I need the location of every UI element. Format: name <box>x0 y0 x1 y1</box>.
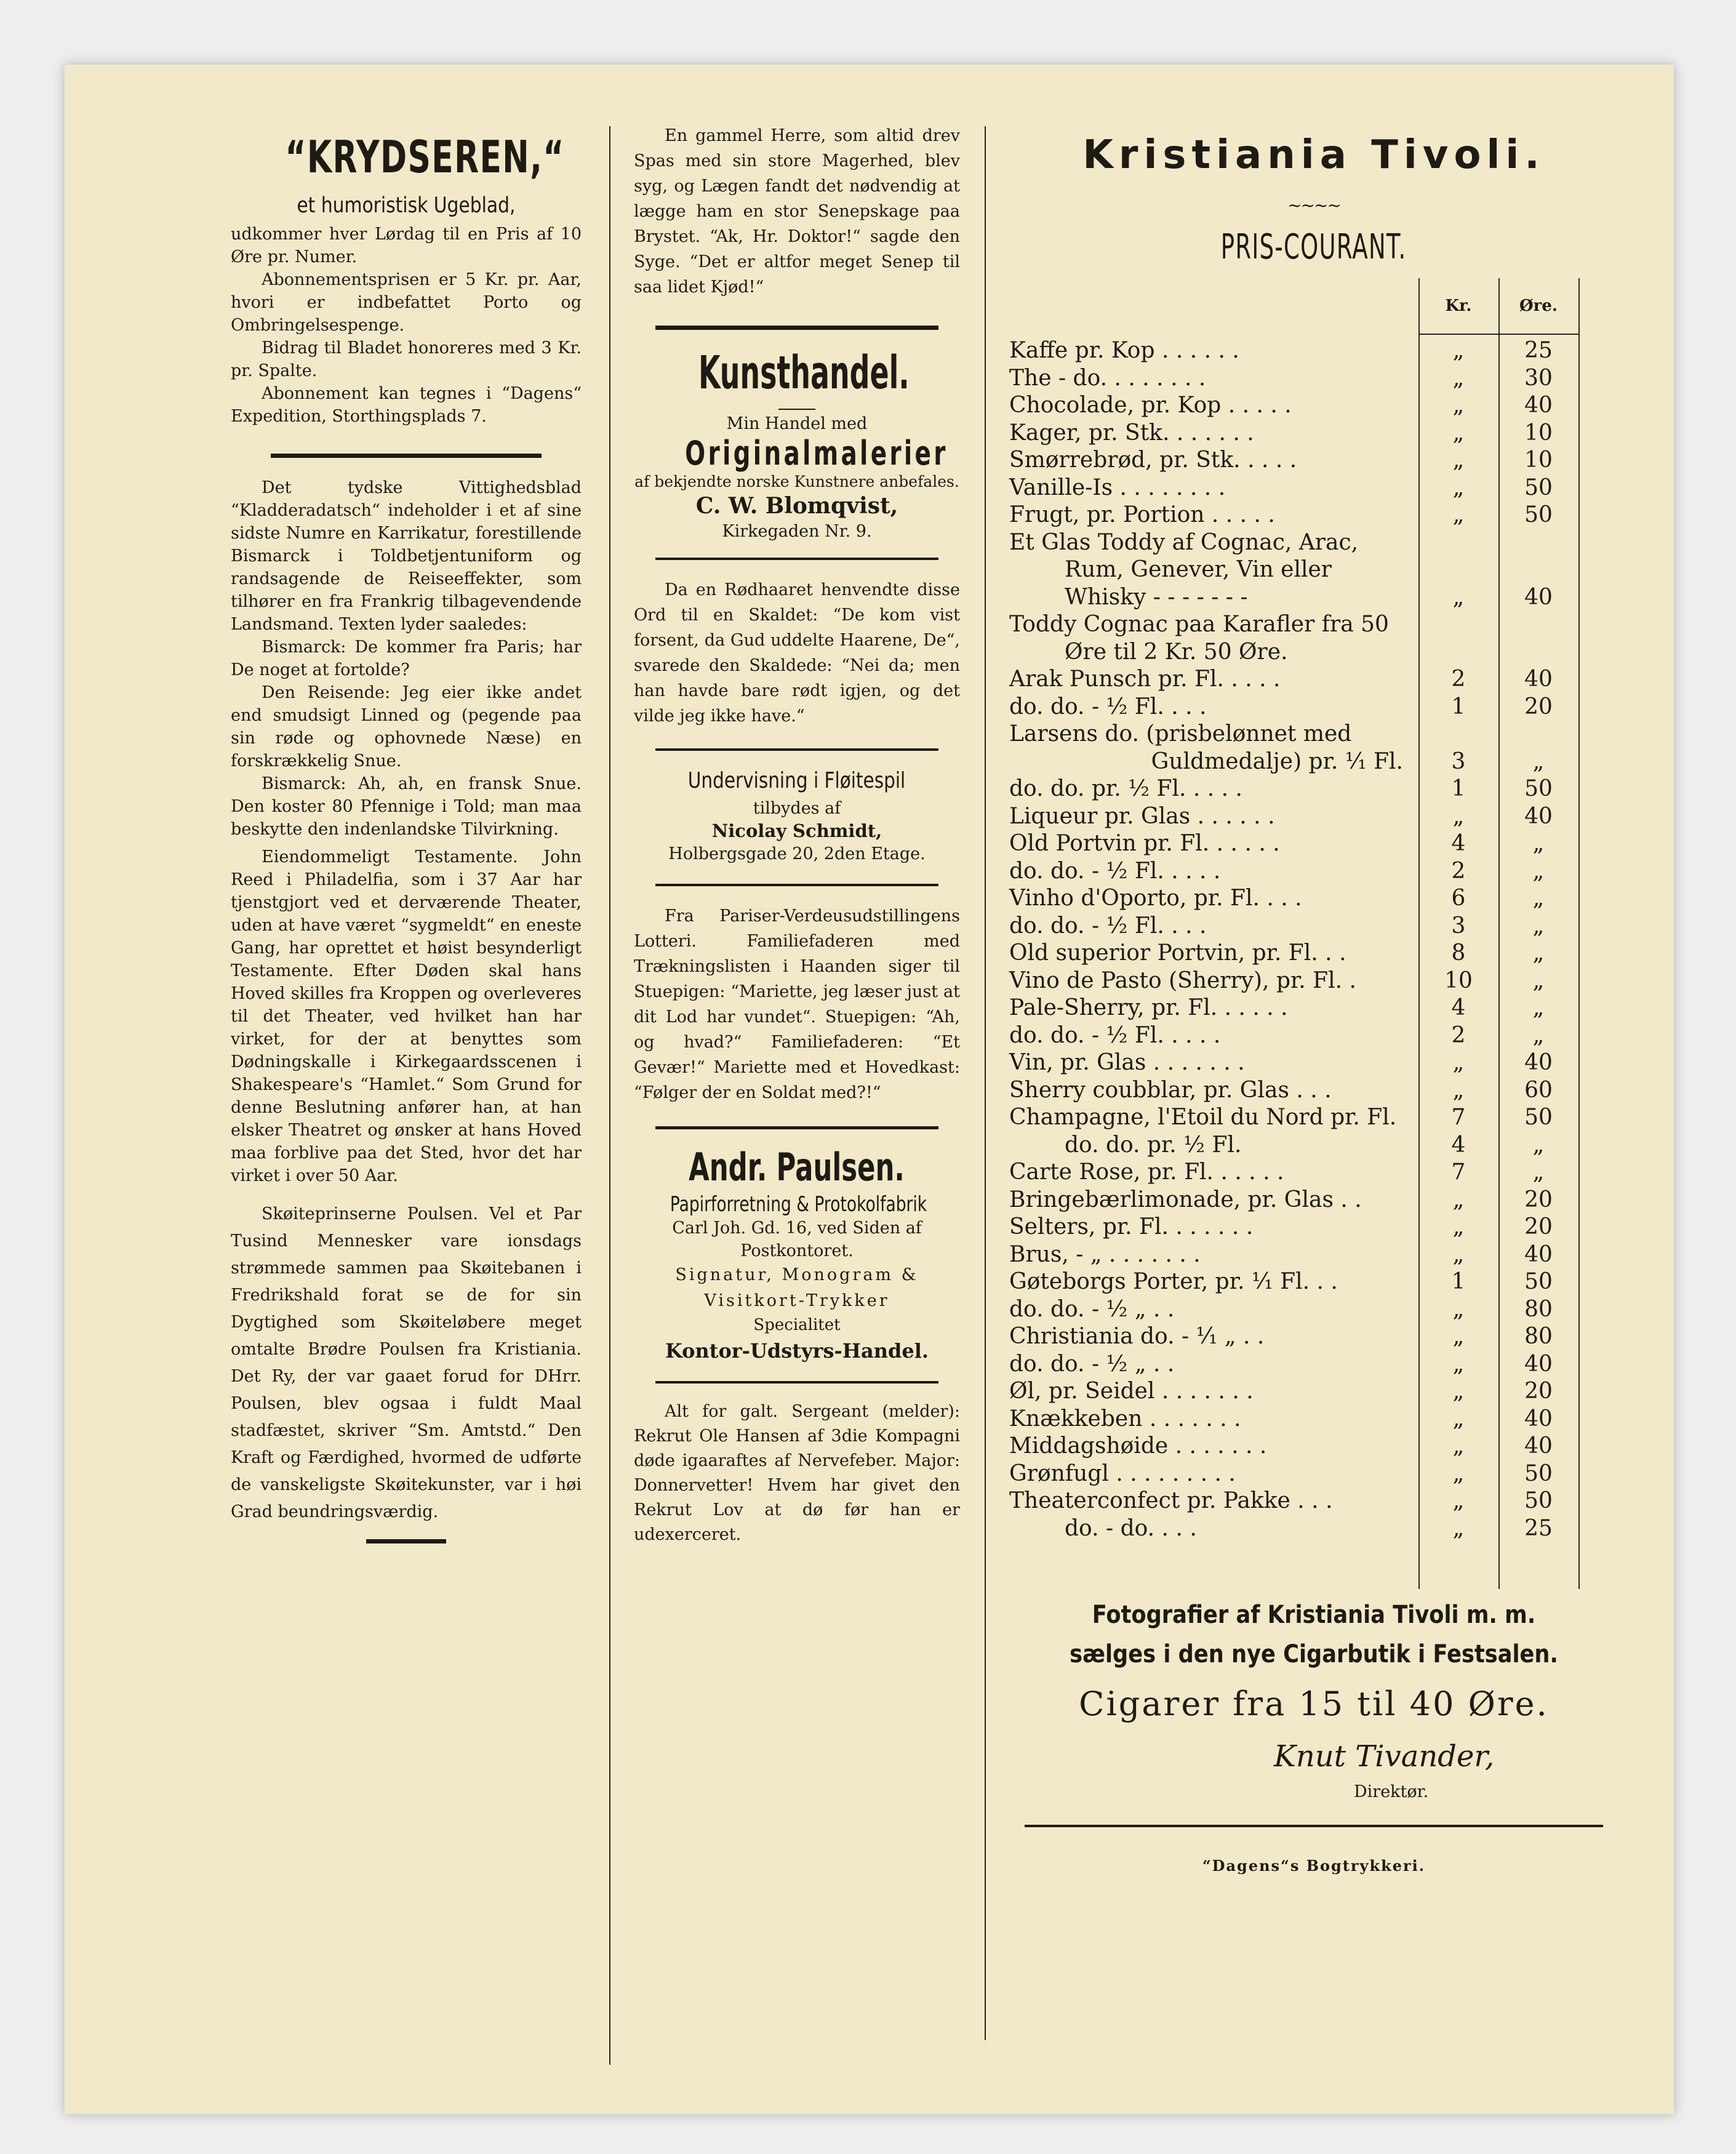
lotteri-text: Fra Pariser-Verdeusudstillingens Lotteri. Familiefaderen med Trækningslisten i Haanden siger til Stuepigen: “Mariette, jeg læser just at dit Lod har vundet“. Stuepigen: “Ah, og hvad?“ Familiefaderen: “Et Gevær!“ Mariette med et Hovedkast: “Følger der en Soldat med?!“ <box>634 907 960 1102</box>
skoiteprinserne: Skøiteprinserne Poulsen. Vel et Par Tusind Mennesker vare ionsdags strømmede sammen paa Skøitebanen i Fredrikshald forat se de for sin Dygtighed som Skøiteløbere meget omtalte Brødre Poulsen fra Kristiania. Det Ry, der var gaaet forud for DHrr. Poulsen, blev ogsaa i fuldt Maal stadfæstet, skriver “Sm. Amtstd.“ Den Kraft og Færdighed, hvormed de udførte de vanskeligste Skøitekunster, var i høi Grad beundringsværdig. <box>231 1204 582 1521</box>
price-item-name: do. do. - ½ Fl. . . . . <box>1009 858 1221 884</box>
price-ore: 40 <box>1524 803 1553 829</box>
price-ore: „ <box>1532 886 1545 911</box>
price-kr: 2 <box>1451 667 1466 692</box>
price-ore: „ <box>1532 1159 1545 1185</box>
price-item-name: Knækkeben . . . . . . . <box>1009 1406 1241 1431</box>
price-item-name: The - do. . . . . . . . <box>1009 365 1206 391</box>
price-kr: 1 <box>1451 694 1466 719</box>
price-ore: 50 <box>1524 474 1553 500</box>
price-kr: „ <box>1452 1050 1465 1075</box>
price-row <box>1009 365 1582 392</box>
blomqvist-name: C. W. Blomqvist, <box>695 493 898 519</box>
price-kr: „ <box>1452 393 1465 418</box>
price-item-name: do. do. - ½ „ . . <box>1009 1351 1175 1377</box>
price-item-name: do. do. - ½ „ . . <box>1009 1296 1175 1322</box>
price-ore: 20 <box>1524 1214 1553 1239</box>
price-row <box>1009 1104 1582 1131</box>
fotografier-text: Fotografier af Kristiania Tivoli m. m. sælges i den nye Cigarbutik i Festsalen. <box>1070 1601 1558 1668</box>
cigarer-text: Cigarer fra 15 til 40 Øre. <box>1079 1684 1549 1723</box>
price-item-name: Vinho d'Oporto, pr. Fl. . . . <box>1009 886 1302 911</box>
originalmalerier-heading: Originalmalerier <box>685 435 948 472</box>
price-row <box>1009 1187 1582 1214</box>
column-rule <box>655 1381 938 1383</box>
price-kr: 7 <box>1451 1159 1466 1185</box>
price-item-name: Gøteborgs Porter, pr. ⅟₁ Fl. . . <box>1009 1269 1338 1294</box>
price-row <box>1009 1159 1582 1186</box>
price-row <box>1009 1268 1582 1295</box>
paulsen-signatur: Signatur, Monogram & Visitkort-Trykker <box>675 1265 919 1310</box>
blomqvist-address: Kirkegaden Nr. 9. <box>722 522 872 541</box>
price-item-name: Larsens do. (prisbelønnet med <box>1009 721 1352 747</box>
tivoli-title: Kristiania Tivoli. <box>1082 132 1545 178</box>
column-rule <box>655 326 938 330</box>
price-ore: „ <box>1532 858 1545 884</box>
price-row <box>1009 721 1582 748</box>
price-row <box>1009 940 1582 967</box>
price-row <box>1009 748 1582 775</box>
price-row <box>1009 1296 1582 1323</box>
krydseren-bidrag: Bidrag til Bladet honoreres med 3 Kr. pr. Spalte. <box>231 338 582 380</box>
price-ore: 20 <box>1524 1187 1553 1212</box>
price-ore: „ <box>1532 967 1545 993</box>
header-kr: Kr. <box>1445 297 1472 315</box>
price-item-name: Selters, pr. Fl. . . . . . . <box>1009 1214 1254 1239</box>
column-2 <box>634 123 960 1547</box>
price-row <box>1009 1132 1582 1159</box>
price-kr: „ <box>1452 338 1465 363</box>
price-ore: „ <box>1532 1132 1545 1158</box>
price-ore: 50 <box>1524 502 1553 527</box>
price-ore: 40 <box>1524 667 1553 692</box>
price-row <box>1009 803 1582 830</box>
krydseren-title: “KRYDSEREN,“ <box>285 131 565 183</box>
price-ore: „ <box>1532 748 1545 774</box>
price-item-name: Et Glas Toddy af Cognac, Arac, <box>1009 529 1359 555</box>
price-item-name: do. do. - ½ Fl. . . . . <box>1009 1022 1221 1048</box>
signature-title: Direktør. <box>1354 1782 1429 1801</box>
price-item-name: Sherry coubblar, pr. Glas . . . <box>1009 1077 1332 1103</box>
price-kr: „ <box>1452 1187 1465 1212</box>
eiendommeligt-testamente: Eiendommeligt Testamente. John Reed i Philadelfia, som i 37 Aar har tjenstgjort ved et derværende Theater, uden at have været “sygmeldt“ en eneste Gang, har oprettet et høist besynderligt Testamente. Efter Døden skal hans Hoved skilles fra Kroppen og overleveres til det Theater, ved hvilket han har virket, for der at benyttes som Dødningskalle i Kirkegaardsscenen i Shakespeare's “Hamlet.“ Som Grund for denne Beslutning anfører han, at han elsker Theatret og ønsker at hans Hoved maa forblive paa det Sted, hvor det har virket i over 50 Aar. <box>231 847 582 1185</box>
price-kr: „ <box>1452 420 1465 446</box>
price-kr: 2 <box>1451 1022 1466 1048</box>
floite-title-wrap <box>634 768 960 793</box>
paulsen-subtitle: Papirforretning & Protokolfabrik <box>670 1192 927 1217</box>
tivoli-title-wrap <box>1009 132 1618 178</box>
price-kr: 6 <box>1451 886 1466 911</box>
price-row <box>1009 529 1582 556</box>
price-row <box>1009 1323 1582 1350</box>
gammel-herre-text: En gammel Herre, som altid drev Spas med sin store Magerhed, blev syg, og Lægen fandt det nødvendig at lægge ham en stor Senepskage paa Brystet. “Ak, Hr. Doktor!“ sagde den Syge. “Det er altfor meget Senep til saa lidet Kjød!“ <box>634 126 960 297</box>
price-ore: „ <box>1532 1022 1545 1048</box>
price-row <box>1009 611 1582 638</box>
price-row <box>1009 885 1582 912</box>
price-kr: 10 <box>1444 967 1473 993</box>
newspaper-page <box>65 65 1674 2114</box>
kunsthandel-title-wrap <box>634 343 960 402</box>
price-ore: 40 <box>1524 1351 1553 1377</box>
floite-title: Undervisning i Fløitespil <box>688 768 906 793</box>
price-ore: „ <box>1532 995 1545 1020</box>
price-item-name: Christiania do. - ⅟₁ „ . . <box>1009 1324 1265 1349</box>
price-row <box>1009 913 1582 940</box>
price-ore: 40 <box>1524 1241 1553 1267</box>
price-row <box>1009 420 1582 447</box>
price-item-name: Liqueur pr. Glas . . . . . . <box>1009 803 1275 829</box>
price-kr: „ <box>1452 1077 1465 1103</box>
price-row <box>1009 1077 1582 1104</box>
price-item-name: Frugt, pr. Portion . . . . . <box>1009 502 1275 527</box>
price-kr: „ <box>1452 474 1465 500</box>
paulsen-kontor: Kontor-Udstyrs-Handel. <box>665 1339 929 1363</box>
column-3 <box>1009 132 1618 1875</box>
price-row <box>1009 830 1582 857</box>
paulsen-title-wrap <box>634 1143 960 1192</box>
price-row <box>1009 1022 1582 1049</box>
krydseren-tegnes: Abonnement kan tegnes i “Dagens“ Expedition, Storthingsplads 7. <box>231 384 582 426</box>
schmidt-name: Nicolay Schmidt, <box>711 820 882 841</box>
price-kr: „ <box>1452 1433 1465 1459</box>
price-item-name: do. do. pr. ½ Fl. <box>1065 1132 1242 1158</box>
price-item-name: Carte Rose, pr. Fl. . . . . . <box>1009 1159 1284 1185</box>
price-row <box>1009 1378 1582 1405</box>
floite-line: tilbydes af <box>753 799 841 818</box>
price-kr: „ <box>1452 1488 1465 1513</box>
price-kr: „ <box>1452 365 1465 391</box>
price-ore: 25 <box>1524 1515 1553 1541</box>
price-item-name: Smørrebrød, pr. Stk. . . . . <box>1009 447 1297 473</box>
column-rule <box>271 454 542 458</box>
price-kr: „ <box>1452 803 1465 829</box>
price-row <box>1009 995 1582 1022</box>
price-row <box>1009 1351 1582 1378</box>
price-item-name: do. do. pr. ½ Fl. . . . . <box>1009 776 1242 801</box>
price-item-name: Kager, pr. Stk. . . . . . . <box>1009 420 1254 446</box>
price-item-name: Old superior Portvin, pr. Fl. . . <box>1009 940 1346 966</box>
originalmalerier-wrap <box>634 435 960 472</box>
paulsen-specialitet: Specialitet <box>753 1316 841 1334</box>
krydseren-subtitle: et humoristisk Ugeblad, <box>297 193 516 218</box>
price-kr: 1 <box>1451 1269 1466 1294</box>
price-row <box>1009 775 1582 803</box>
price-row <box>1009 584 1582 611</box>
column-rule <box>655 748 938 751</box>
price-item-name: Old Portvin pr. Fl. . . . . . <box>1009 831 1280 856</box>
price-item-name: Theaterconfect pr. Pakke . . . <box>1009 1488 1333 1513</box>
price-kr: 8 <box>1451 940 1466 966</box>
small-rule <box>778 409 815 410</box>
price-row <box>1009 447 1582 474</box>
price-kr: „ <box>1452 1515 1465 1541</box>
price-row <box>1009 1515 1582 1542</box>
kunsthandel-line-1: Min Handel med <box>726 414 868 433</box>
price-row <box>1009 1487 1582 1515</box>
table-header-rule <box>1418 334 1580 335</box>
tyske-paragraph-2: Bismarck: De kommer fra Paris; har De noget at fortolde? <box>231 638 582 679</box>
price-kr: „ <box>1452 502 1465 527</box>
price-item-name: do. - do. . . . <box>1065 1515 1197 1541</box>
price-kr: „ <box>1452 1214 1465 1239</box>
price-kr: 7 <box>1451 1105 1466 1130</box>
price-kr: „ <box>1452 584 1465 610</box>
column-1 <box>231 123 582 1543</box>
price-row <box>1009 694 1582 721</box>
price-kr: „ <box>1452 1241 1465 1267</box>
price-item-name: Chocolade, pr. Kop . . . . . <box>1009 393 1292 418</box>
price-item-name: Vanille-Is . . . . . . . . <box>1009 474 1226 500</box>
price-kr: 4 <box>1451 831 1466 856</box>
price-kr: 4 <box>1451 1132 1466 1158</box>
paulsen-address: Carl Joh. Gd. 16, ved Siden af Postkontoret. <box>672 1219 922 1260</box>
price-row <box>1009 1241 1582 1268</box>
price-kr: „ <box>1452 1379 1465 1404</box>
price-row <box>1009 858 1582 885</box>
tyske-paragraph-1: Det tydske Vittighedsblad “Kladderadatsch“ indeholder i et af sine sidste Numre en Karrikatur, forestillende Bismarck i Toldbetjentuniform og randsagende de Reiseeffekter, som tilhører en fra Frankrig tilbagevendende Landsmand. Texten lyder saaledes: <box>231 478 582 634</box>
price-item-name: do. do. - ½ Fl. . . . <box>1009 694 1207 719</box>
price-ore: 60 <box>1524 1077 1553 1103</box>
tyske-paragraph-4: Bismarck: Ah, ah, en fransk Snue. Den koster 80 Pfennige i Told; man maa beskytte den indenlandske Tilvirkning. <box>231 774 582 839</box>
paulsen-sub-wrap <box>634 1192 960 1217</box>
price-kr: „ <box>1452 1324 1465 1349</box>
price-item-name: Brus, - „ . . . . . . . <box>1009 1241 1201 1267</box>
price-ore: 10 <box>1524 420 1553 446</box>
price-ore: 20 <box>1524 1379 1553 1404</box>
price-row <box>1009 337 1582 364</box>
price-ore: 40 <box>1524 1050 1553 1075</box>
krydseren-abonnement: Abonnementsprisen er 5 Kr. pr. Aar, hvori er indbefattet Porto og Ombringelsespenge. <box>231 270 582 335</box>
price-item-name: Kaffe pr. Kop . . . . . . <box>1009 338 1239 363</box>
price-kr: 4 <box>1451 995 1466 1020</box>
price-item-name: Toddy Cognac paa Karafler fra 50 <box>1009 612 1389 637</box>
price-item-name: Middagshøide . . . . . . . <box>1009 1433 1267 1459</box>
kunsthandel-line-2: af bekjendte norske Kunstnere anbefales. <box>634 473 959 490</box>
footer-rule <box>1025 1825 1603 1827</box>
price-row <box>1009 639 1582 666</box>
column-divider <box>609 126 610 2065</box>
price-item-name: Grønfugl . . . . . . . . . <box>1009 1460 1236 1486</box>
column-rule <box>655 558 938 560</box>
price-kr: 3 <box>1451 913 1466 939</box>
price-row <box>1009 1214 1582 1241</box>
price-list <box>1009 278 1618 1589</box>
price-item-name: Vino de Pasto (Sherry), pr. Fl. . <box>1009 967 1356 993</box>
rodhaaret-text: Da en Rødhaaret henvendte disse Ord til en Skaldet: “De kom vist forsent, da Gud uddelte Haarene, De“, svarede den Skaldede: “Nei da; men han havde bare rødt igjen, og det vilde jeg ikke have.“ <box>634 580 960 726</box>
printer-name: “Dagens“s Bogtrykkeri. <box>1202 1857 1426 1875</box>
krydseren-title-wrap <box>231 123 582 191</box>
price-kr: 3 <box>1451 748 1466 774</box>
price-ore: 80 <box>1524 1296 1553 1322</box>
price-row <box>1009 392 1582 419</box>
price-kr: „ <box>1452 1406 1465 1431</box>
price-kr: „ <box>1452 1296 1465 1322</box>
price-ore: 80 <box>1524 1324 1553 1349</box>
krydseren-subtitle-wrap <box>231 193 582 218</box>
price-ore: 50 <box>1524 1105 1553 1130</box>
pris-courant-wrap <box>1009 225 1618 270</box>
column-rule <box>655 884 938 886</box>
price-row <box>1009 1433 1582 1460</box>
price-item-name: Pale-Sherry, pr. Fl. . . . . . <box>1009 995 1288 1020</box>
price-kr: „ <box>1452 447 1465 473</box>
price-item-name: Øre til 2 Kr. 50 Øre. <box>1065 639 1288 665</box>
price-ore: 50 <box>1524 1460 1553 1486</box>
price-ore: 25 <box>1524 338 1553 363</box>
price-item-name: Rum, Genever, Vin eller <box>1065 557 1332 582</box>
kunsthandel-title: Kunsthandel. <box>698 346 910 399</box>
price-row <box>1009 556 1582 583</box>
price-ore: 40 <box>1524 1406 1553 1431</box>
price-row <box>1009 1049 1582 1076</box>
price-row <box>1009 474 1582 502</box>
paulsen-title: Andr. Paulsen. <box>689 1145 905 1190</box>
price-ore: 50 <box>1524 1269 1553 1294</box>
price-ore: „ <box>1532 831 1545 856</box>
price-item-name: Champagne, l'Etoil du Nord pr. Fl. <box>1009 1105 1397 1130</box>
price-kr: 2 <box>1451 858 1466 884</box>
krydseren-intro: udkommer hver Lørdag til en Pris af 10 Øre pr. Numer. <box>231 225 582 266</box>
price-row <box>1009 502 1582 529</box>
price-ore: 50 <box>1524 776 1553 801</box>
header-ore: Øre. <box>1519 297 1558 315</box>
price-item-name: Øl, pr. Seidel . . . . . . . <box>1009 1379 1254 1404</box>
price-row <box>1009 967 1582 995</box>
price-row <box>1009 1406 1582 1433</box>
price-item-name: Vin, pr. Glas . . . . . . . <box>1009 1050 1245 1075</box>
price-ore: 30 <box>1524 365 1553 391</box>
price-row <box>1009 1460 1582 1487</box>
price-ore: 10 <box>1524 447 1553 473</box>
price-kr: „ <box>1452 1351 1465 1377</box>
price-ore: „ <box>1532 913 1545 939</box>
alt-for-galt-text: Alt for galt. Sergeant (melder): Rekrut Ole Hansen af 3die Kompagni døde igaaraftes af Nervefeber. Major: Donnervetter! Hvem har givet den Rekrut Lov at dø før han er udexerceret. <box>634 1402 960 1544</box>
price-item-name: do. do. - ½ Fl. . . . <box>1009 913 1207 939</box>
signature-name: Knut Tivander, <box>1274 1739 1495 1774</box>
price-item-name: Bringebærlimonade, pr. Glas . . <box>1009 1187 1362 1212</box>
price-kr: „ <box>1452 1460 1465 1486</box>
column-rule <box>366 1539 446 1543</box>
price-item-name: Guldmedalje) pr. ⅟₁ Fl. <box>1151 748 1403 774</box>
price-ore: 40 <box>1524 1433 1553 1459</box>
schmidt-address: Holbergsgade 20, 2den Etage. <box>668 844 926 863</box>
pris-courant-title: PRIS-COURANT. <box>1221 227 1407 267</box>
price-item-name: Arak Punsch pr. Fl. . . . . <box>1009 667 1281 692</box>
price-ore: „ <box>1532 940 1545 966</box>
tivoli-ornament: ~~~~ <box>1287 195 1340 215</box>
column-divider <box>985 126 986 2040</box>
price-ore: 50 <box>1524 1488 1553 1513</box>
price-item-name: Whisky - - - - - - - <box>1065 584 1248 610</box>
price-ore: 40 <box>1524 393 1553 418</box>
column-rule <box>655 1126 938 1129</box>
tyske-paragraph-3: Den Reisende: Jeg eier ikke andet end smudsigt Linned og (pegende paa sin røde og ophovnede Næse) en forskrækkelig Snue. <box>231 683 582 771</box>
price-row <box>1009 666 1582 693</box>
price-ore: 20 <box>1524 694 1553 719</box>
price-ore: 40 <box>1524 584 1553 610</box>
price-kr: 1 <box>1451 776 1466 801</box>
